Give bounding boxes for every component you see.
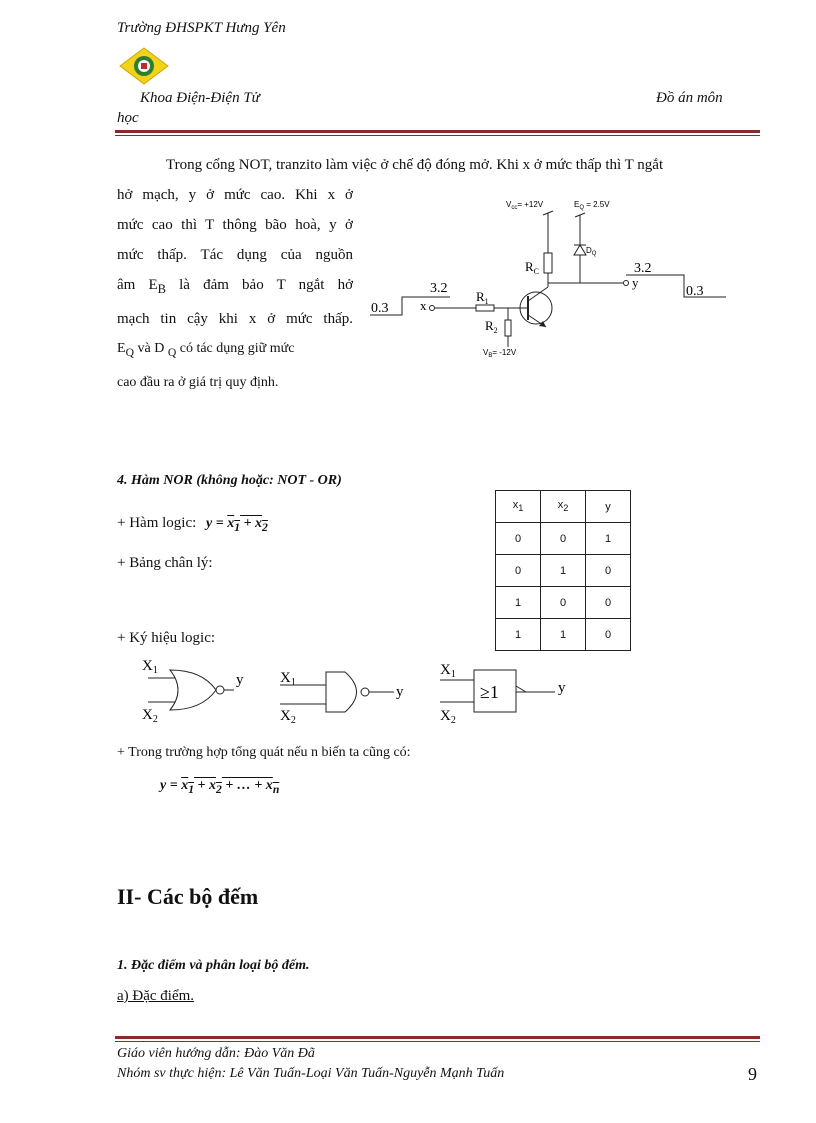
not-line-7: cao đầu ra ở giá trị quy định. <box>117 374 279 390</box>
not-line-3: mức thấp. Tác dụng của nguồn <box>117 247 353 263</box>
nor-logic-label: + Hàm logic: <box>117 515 197 531</box>
cell: 1 <box>541 619 586 651</box>
not-line-1: hở mạch, y ở mức cao. Khi x ở <box>117 187 353 203</box>
page-number: 9 <box>748 1064 757 1084</box>
not-paragraph <box>117 180 353 398</box>
vcc-label: $V_{cc}= +12V$ <box>506 200 544 211</box>
nor-truth-table <box>495 490 631 651</box>
school-logo <box>118 46 170 86</box>
svg-text:X1: $X_1$ <box>440 662 456 680</box>
output-low-label: 0.3 <box>686 284 704 299</box>
svg-text:y: y <box>236 672 244 688</box>
counters-sub-a: a) Đặc điểm. <box>117 988 195 1004</box>
svg-text:X1: $X_1$ <box>142 658 158 676</box>
vb-label: $V_B= -12V$ <box>483 348 517 359</box>
dq-label: $D_Q$ <box>586 246 597 257</box>
input-low-label: 0.3 <box>371 301 389 316</box>
cell: 0 <box>586 587 631 619</box>
svg-text:≥1: ≥1 <box>480 682 499 702</box>
footer-rule-thick <box>115 1036 760 1039</box>
not-intro: Trong cổng NOT, tranzito làm việc ở chế độ đóng mở. Khi x ở mức thấp thì T ngắt <box>166 157 664 173</box>
svg-text:X2: $X_2$ <box>142 707 158 725</box>
col-x1: $x_1$ <box>496 491 541 523</box>
not-line-4: âm $E_B$ là đảm bảo T ngắt hở <box>117 277 354 296</box>
r1-label: $R_1$ <box>476 289 489 306</box>
not-line-2: mức cao thì T thông bão hoà, y ở <box>117 217 353 233</box>
svg-text:y: y <box>396 684 404 700</box>
table-row <box>496 523 631 555</box>
output-waveform <box>626 275 726 297</box>
nor-gate-iec <box>440 662 566 726</box>
r2-resistor <box>505 320 511 336</box>
rc-label: $R_C$ <box>525 259 540 276</box>
general-label: + Trong trường hợp tổng quát nếu n biến ta cũng có: <box>117 745 411 760</box>
truth-table-label: + Bảng chân lý: <box>117 555 213 571</box>
cell: 1 <box>496 587 541 619</box>
rc-resistor <box>544 253 552 273</box>
table-row <box>496 619 631 651</box>
cell: 1 <box>586 523 631 555</box>
cell: 0 <box>586 555 631 587</box>
output-y-label: y <box>632 275 639 290</box>
header-rule-thick <box>115 130 760 133</box>
cell: 0 <box>496 523 541 555</box>
cell: 1 <box>541 555 586 587</box>
cell: 0 <box>586 619 631 651</box>
svg-text:X2: $X_2$ <box>440 708 456 726</box>
cell: 0 <box>496 555 541 587</box>
nor-gate-alt <box>280 670 404 726</box>
not-line-5: mạch tin cậy khi x ở mức thấp. <box>117 311 353 327</box>
eq-label: $E_Q = 2.5V$ <box>574 200 610 211</box>
svg-text:y: y <box>558 680 566 696</box>
r2-label: $R_2$ <box>485 318 498 335</box>
nor-gate-ansi <box>142 658 244 725</box>
header-rule-thin <box>115 135 760 136</box>
table-row <box>496 555 631 587</box>
input-high-label: 3.2 <box>430 281 448 296</box>
dq-diode <box>574 245 586 255</box>
svg-text:X2: $X_2$ <box>280 708 296 726</box>
col-x2: $x_2$ <box>541 491 586 523</box>
counters-title: II- Các bộ đếm <box>117 884 259 909</box>
input-x-label: x <box>420 298 427 313</box>
nor-formula: $y = x_1 + x_2$ <box>206 516 268 534</box>
table-row <box>496 587 631 619</box>
general-formula: $y = x_1 + x_2$ + … + $x_n$ <box>160 778 280 796</box>
faculty-name: Khoa Điện-Điện Tử <box>140 90 260 106</box>
cell: 0 <box>541 587 586 619</box>
cell: 0 <box>541 523 586 555</box>
nor-heading: 4. Hàm NOR (không hoặc: NOT - OR) <box>117 473 342 488</box>
project-label: Đồ án môn <box>656 90 723 106</box>
nor-gate-symbols <box>130 652 600 727</box>
table-header-row <box>496 491 631 523</box>
project-label-cont: học <box>117 110 139 126</box>
output-high-label: 3.2 <box>634 261 652 276</box>
footer-rule-thin <box>115 1041 760 1042</box>
nor-logic-line <box>117 508 268 543</box>
not-line-6: $E_Q$ và D $_Q$ có tác dụng giữ mức <box>117 341 295 359</box>
cell: 1 <box>496 619 541 651</box>
svg-text:X1: $X_1$ <box>280 670 296 688</box>
footer-students: Nhóm sv thực hiện: Lê Văn Tuấn-Loại Văn Tuấn-Nguyễn Mạnh Tuấn <box>117 1066 505 1081</box>
footer-teacher: Giáo viên hướng dẫn: Đào Văn Đã <box>117 1046 315 1061</box>
col-y: y <box>586 491 631 523</box>
not-circuit-diagram <box>368 195 728 365</box>
counters-sub1: 1. Đặc điểm và phân loại bộ đếm. <box>117 958 310 973</box>
symbol-label: + Ký hiệu logic: <box>117 630 216 646</box>
school-name: Trường ĐHSPKT Hưng Yên <box>117 20 286 36</box>
